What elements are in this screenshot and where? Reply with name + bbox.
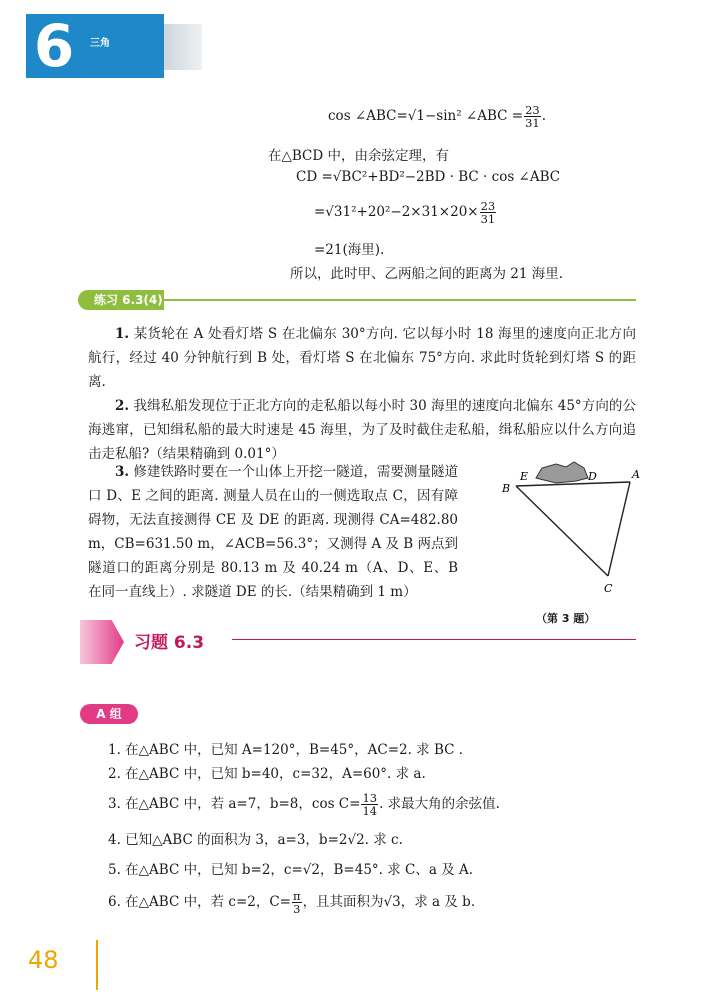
cos-abc-end: .: [541, 108, 547, 124]
exercise-label: 练习 6.3(4): [78, 290, 164, 310]
cos-abc-expr: cos ∠ABC=√1−sin² ∠ABC =: [328, 108, 524, 124]
exercise-problem-3: [88, 460, 458, 604]
question-3-end: . 求最大角的余弦值.: [379, 796, 500, 812]
conclusion: 所以，此时甲、乙两船之间的距离为 21 海里.: [290, 266, 564, 282]
cd-line-2: [314, 200, 497, 225]
question-6-end: ，且其面积为√3，求 a 及 b.: [302, 894, 476, 910]
exercise-problem-2: [88, 394, 636, 466]
line-ac: [608, 482, 630, 576]
line-bc: [516, 486, 608, 576]
problem-3-number: 3.: [115, 464, 130, 480]
label-c: C: [604, 582, 613, 595]
label-b: B: [502, 482, 511, 495]
question-6-text: 6. 在△ABC 中，若 c=2，C=: [108, 894, 291, 910]
cos-abc-line: [328, 104, 546, 129]
cos-abc-num: 23: [525, 103, 540, 117]
problem-set-arrow-icon: [80, 620, 124, 664]
question-6-fraction: [292, 890, 302, 915]
page-number-bar: [96, 940, 98, 990]
problem-3-text: 修建铁路时要在一个山体上开挖一隧道，需要测量隧道口 D、E 之间的距离. 测量人员在山的一侧选取点 C，因有障碍物，无法直接测得 CE 及 DE 的距离. 现测得 CA=482.80 m，CB=631.50 m，∠ACB=56.3°；又测得 A 及 B 两点到隧道口的距离分别是 80.13 m 及 40.24 m（A、D、E、B 在同一直线上）. 求隧道 DE 的长.（结果精确到 1 m）: [88, 464, 459, 600]
cd-num: 23: [480, 199, 496, 213]
label-d: D: [588, 470, 597, 483]
label-a: A: [632, 468, 640, 481]
group-label: A 组: [80, 704, 138, 724]
problem-2-text: 我缉私船发现位于正北方向的走私船以每小时 30 海里的速度向北偏东 45°方向的公海逃窜，已知缉私船的最大时速是 45 海里，为了及时截住走私船，缉私船应以什么方向追击走私船?（结果精确到 0.01°）: [88, 398, 637, 462]
exercise-problem-1: [88, 322, 636, 394]
cd-line: CD =√BC²+BD²−2BD · BC · cos ∠ABC: [296, 169, 561, 185]
problem-set-rule: [232, 639, 636, 640]
problem-set-title: 习题 6.3: [134, 633, 205, 653]
cos-abc-den: 31: [525, 116, 540, 130]
q3-num: 13: [362, 791, 378, 805]
chapter-title: 三角: [90, 38, 110, 49]
cd-expr: =√31²+20²−2×31×20×: [314, 204, 479, 220]
cos-abc-fraction: [524, 104, 541, 129]
q3-den: 14: [362, 804, 378, 818]
question-2: 2. 在△ABC 中，已知 b=40，c=32，A=60°. 求 a.: [108, 766, 426, 782]
problem-1-number: 1.: [115, 326, 130, 342]
question-5: 5. 在△ABC 中，已知 b=2，c=√2，B=45°. 求 C、a 及 A.: [108, 862, 474, 878]
problem-2-number: 2.: [115, 398, 130, 414]
question-3-fraction: [361, 792, 378, 817]
mountain-icon: [536, 462, 588, 483]
label-e: E: [520, 470, 529, 483]
question-6: [108, 890, 475, 915]
cd-den: 31: [480, 212, 496, 226]
problem-1-text: 某货轮在 A 处看灯塔 S 在北偏东 30°方向. 它以每小时 18 海里的速度向正北方向航行，经过 40 分钟航行到 B 处，看灯塔 S 在北偏东 75°方向. 求此时货轮到灯塔 S 的距离.: [88, 326, 636, 390]
figure-caption: （第 3 题）: [536, 612, 596, 625]
chapter-band-shade: [164, 24, 202, 70]
cd-fraction: [480, 200, 497, 225]
exercise-rule: [164, 299, 636, 301]
cd-result: =21(海里).: [314, 242, 385, 258]
page-number: 48: [28, 946, 59, 974]
question-3-text: 3. 在△ABC 中，若 a=7，b=8，cos C=: [108, 796, 361, 812]
chapter-number: 6: [26, 14, 82, 78]
line-ab: [516, 482, 630, 486]
q6-num: π: [293, 889, 301, 903]
tunnel-figure: [496, 458, 646, 598]
question-1: 1. 在△ABC 中，已知 A=120°，B=45°，AC=2. 求 BC .: [108, 742, 464, 758]
q6-den: 3: [293, 902, 301, 916]
question-4: 4. 已知△ABC 的面积为 3，a=3，b=2√2. 求 c.: [108, 832, 403, 848]
bcd-line: 在△BCD 中，由余弦定理，有: [268, 148, 449, 164]
question-3: [108, 792, 500, 817]
